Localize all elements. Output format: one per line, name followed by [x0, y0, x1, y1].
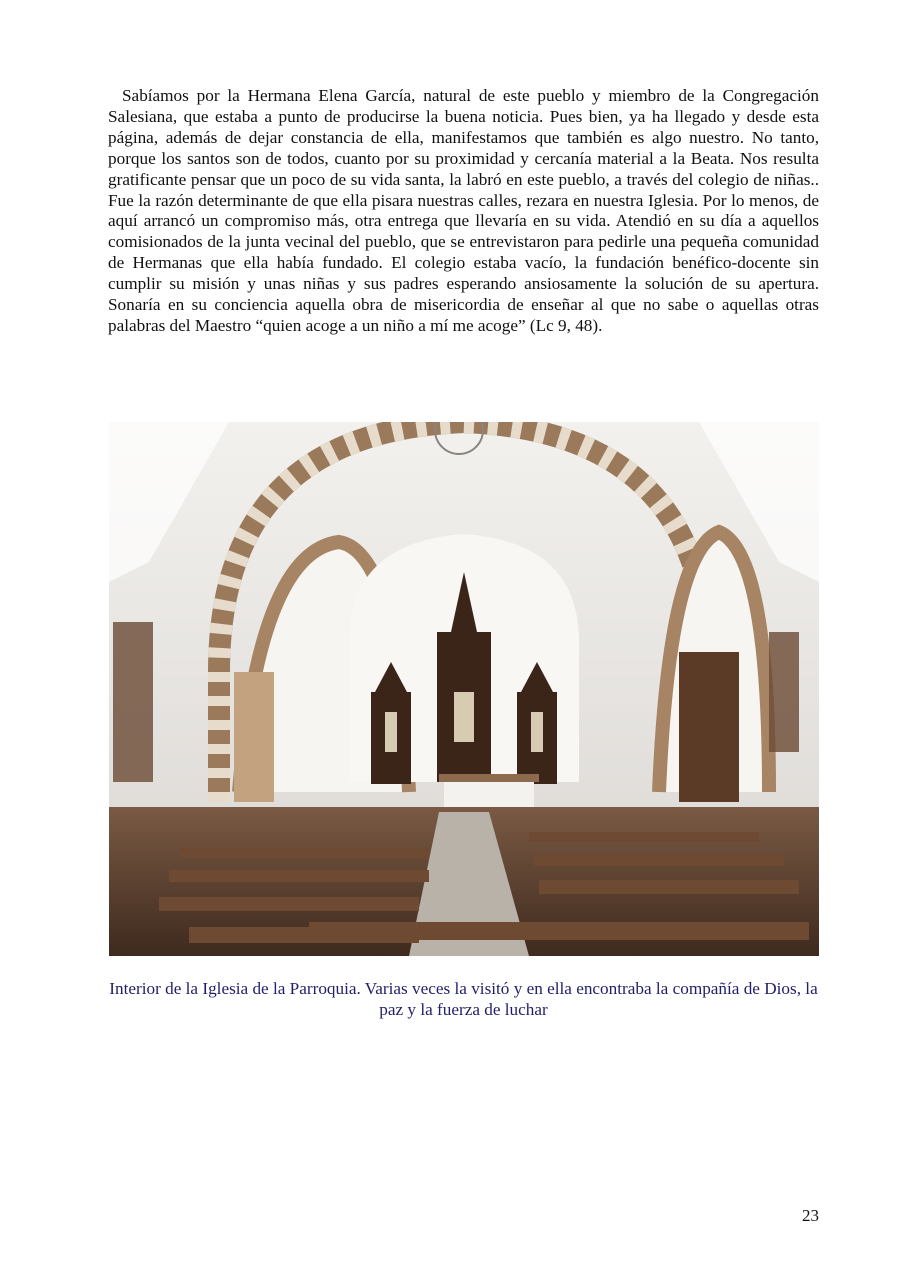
- church-interior-illustration: [109, 422, 819, 956]
- church-interior-photo: [109, 422, 819, 956]
- photo-caption: Interior de la Iglesia de la Parroquia. Varias veces la visitó y en ella encontraba la compañía de Dios, la paz y la fuerza de luchar: [109, 979, 818, 1019]
- body-paragraph: [108, 86, 819, 337]
- body-paragraph-text: Sabíamos por la Hermana Elena García, natural de este pueblo y miembro de la Congregación Salesiana, que estaba a punto de producirse la buena noticia. Pues bien, ya ha llegado y desde esta página, además de dejar constancia de ella, manifestamos que también es algo nuestro. No tanto, porque los santos son de todos, cuanto por su proximidad y cercanía material a la Beata. Nos resulta gratificante pensar que un poco de su vida santa, la labró en este pueblo, a través del colegio de niñas.. Fue la razón determinante de que ella pisara nuestras calles, rezara en nuestra Iglesia. Por lo menos, de aquí arrancó un compromiso más, otra entrega que llevaría en su vida. Atendió en su día a aquellos comisionados de la junta vecinal del pueblo, que se entrevistaron para pedirle una pequeña comunidad de Hermanas que ella había fundado. El colegio estaba vacío, la fundación benéfico-docente sin cumplir su misión y unas niñas y sus padres esperando ansiosamente la solución de su apertura. Sonaría en su conciencia aquella obra de misericordia de enseñar al que no sabe o aquellas otras palabras del Maestro “quien acoge a un niño a mí me acoge” (Lc 9, 48).: [108, 86, 819, 335]
- page-number: 23: [802, 1206, 819, 1225]
